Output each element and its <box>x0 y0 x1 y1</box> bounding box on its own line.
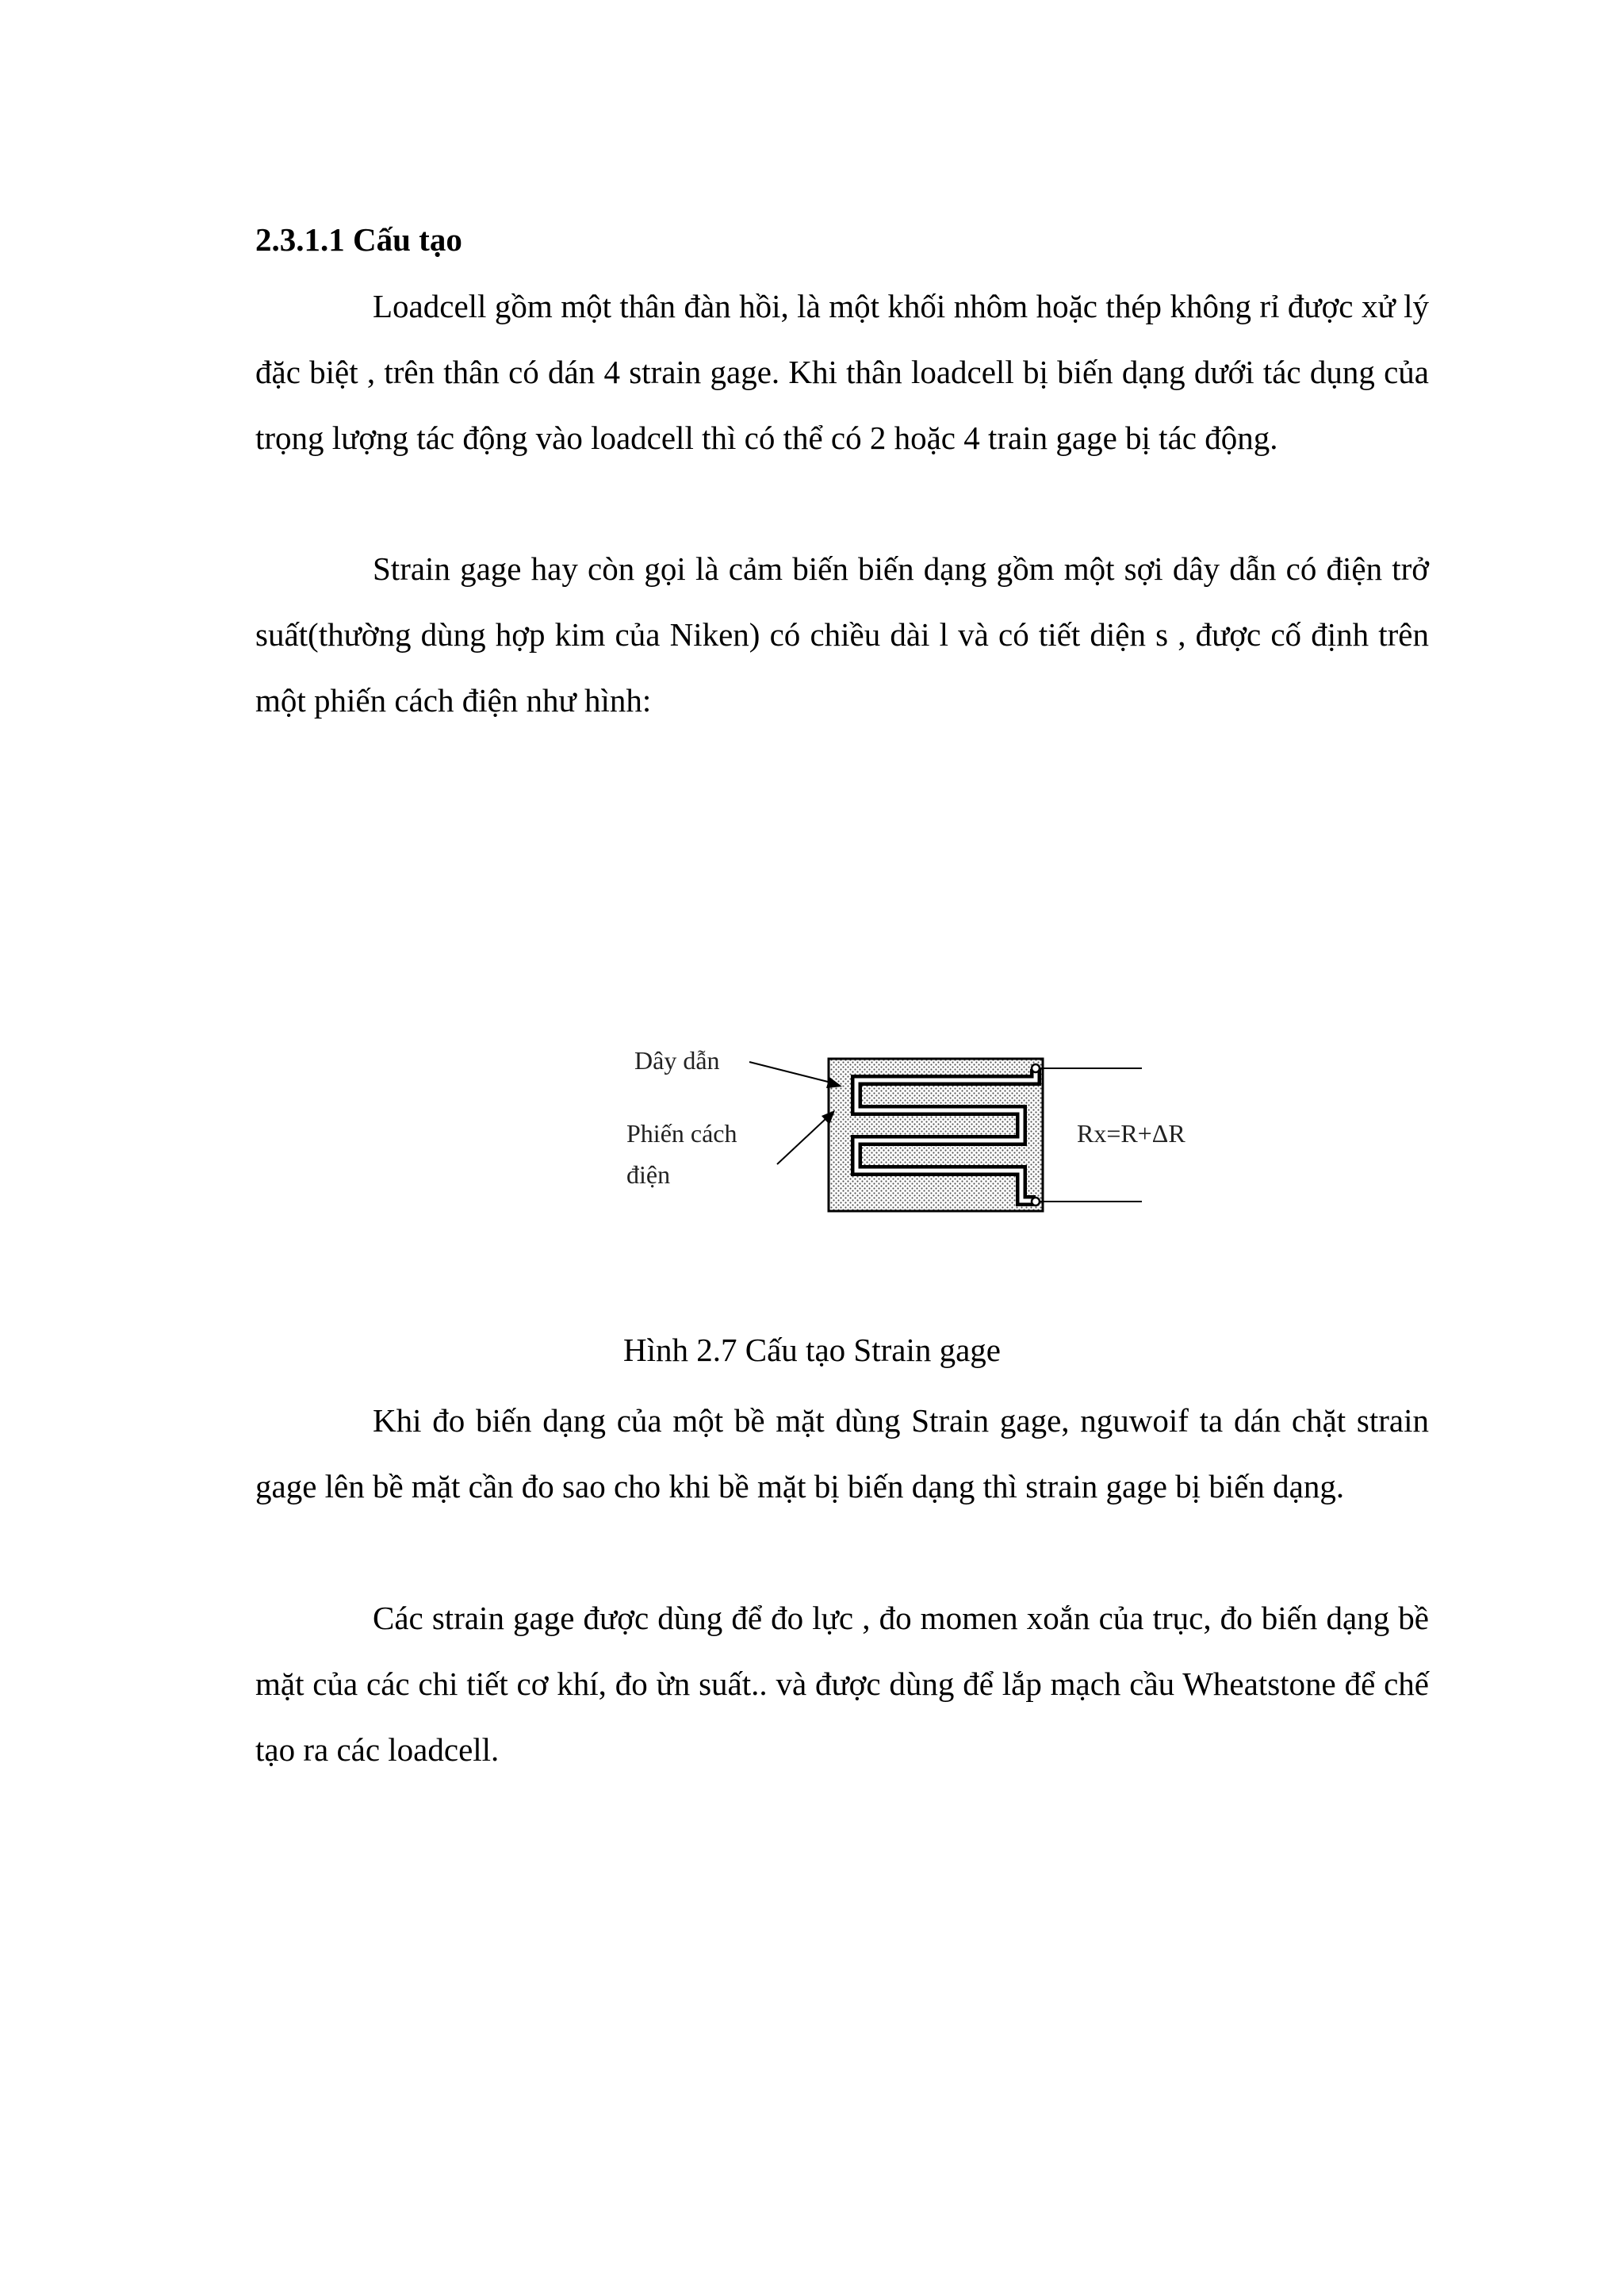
label-plate-line2: điện <box>626 1160 671 1189</box>
section-heading: 2.3.1.1 Cấu tạo <box>255 221 462 258</box>
strain-gage-diagram <box>619 1023 1221 1229</box>
terminal-top <box>1032 1064 1040 1072</box>
paragraph-strain-gage: Strain gage hay còn gọi là cảm biến biến dạng gồm một sợi dây dẫn có điện trở suất(thường dùng hợp kim của Niken) có chiều dài l và có tiết diện s , được cố định trên một phiến cách điện như hình: <box>255 550 1429 719</box>
paragraph-loadcell: Loadcell gồm một thân đàn hồi, là một khối nhôm hoặc thép không rỉ được xử lý đặc biệt , trên thân có dán 4 strain gage. Khi thân loadcell bị biến dạng dưới tác dụng của trọng lượng tác động vào loadcell thì có thể có 2 hoặc 4 train gage bị tác động. <box>255 288 1429 456</box>
paragraph-applications: Các strain gage được dùng để đo lực , đo momen xoắn của trục, đo biến dạng bề mặt của các chi tiết cơ khí, đo ừn suất.. và được dùng để lắp mạch cầu Wheatstone để chế tạo ra các loadcell. <box>255 1600 1429 1768</box>
strain-gage-figure <box>619 1023 1221 1229</box>
terminal-bottom <box>1032 1198 1040 1205</box>
paragraph-measurement: Khi đo biến dạng của một bề mặt dùng Strain gage, nguwoif ta dán chặt strain gage lên bề mặt cần đo sao cho khi bề mặt bị biến dạng thì strain gage bị biến dạng. <box>255 1402 1429 1504</box>
figure-caption: Hình 2.7 Cấu tạo Strain gage <box>623 1332 1001 1368</box>
label-plate-line1: Phiến cách <box>626 1119 737 1148</box>
label-resistance: Rx=R+ΔR <box>1077 1119 1185 1148</box>
label-wire: Dây dẫn <box>634 1046 720 1075</box>
